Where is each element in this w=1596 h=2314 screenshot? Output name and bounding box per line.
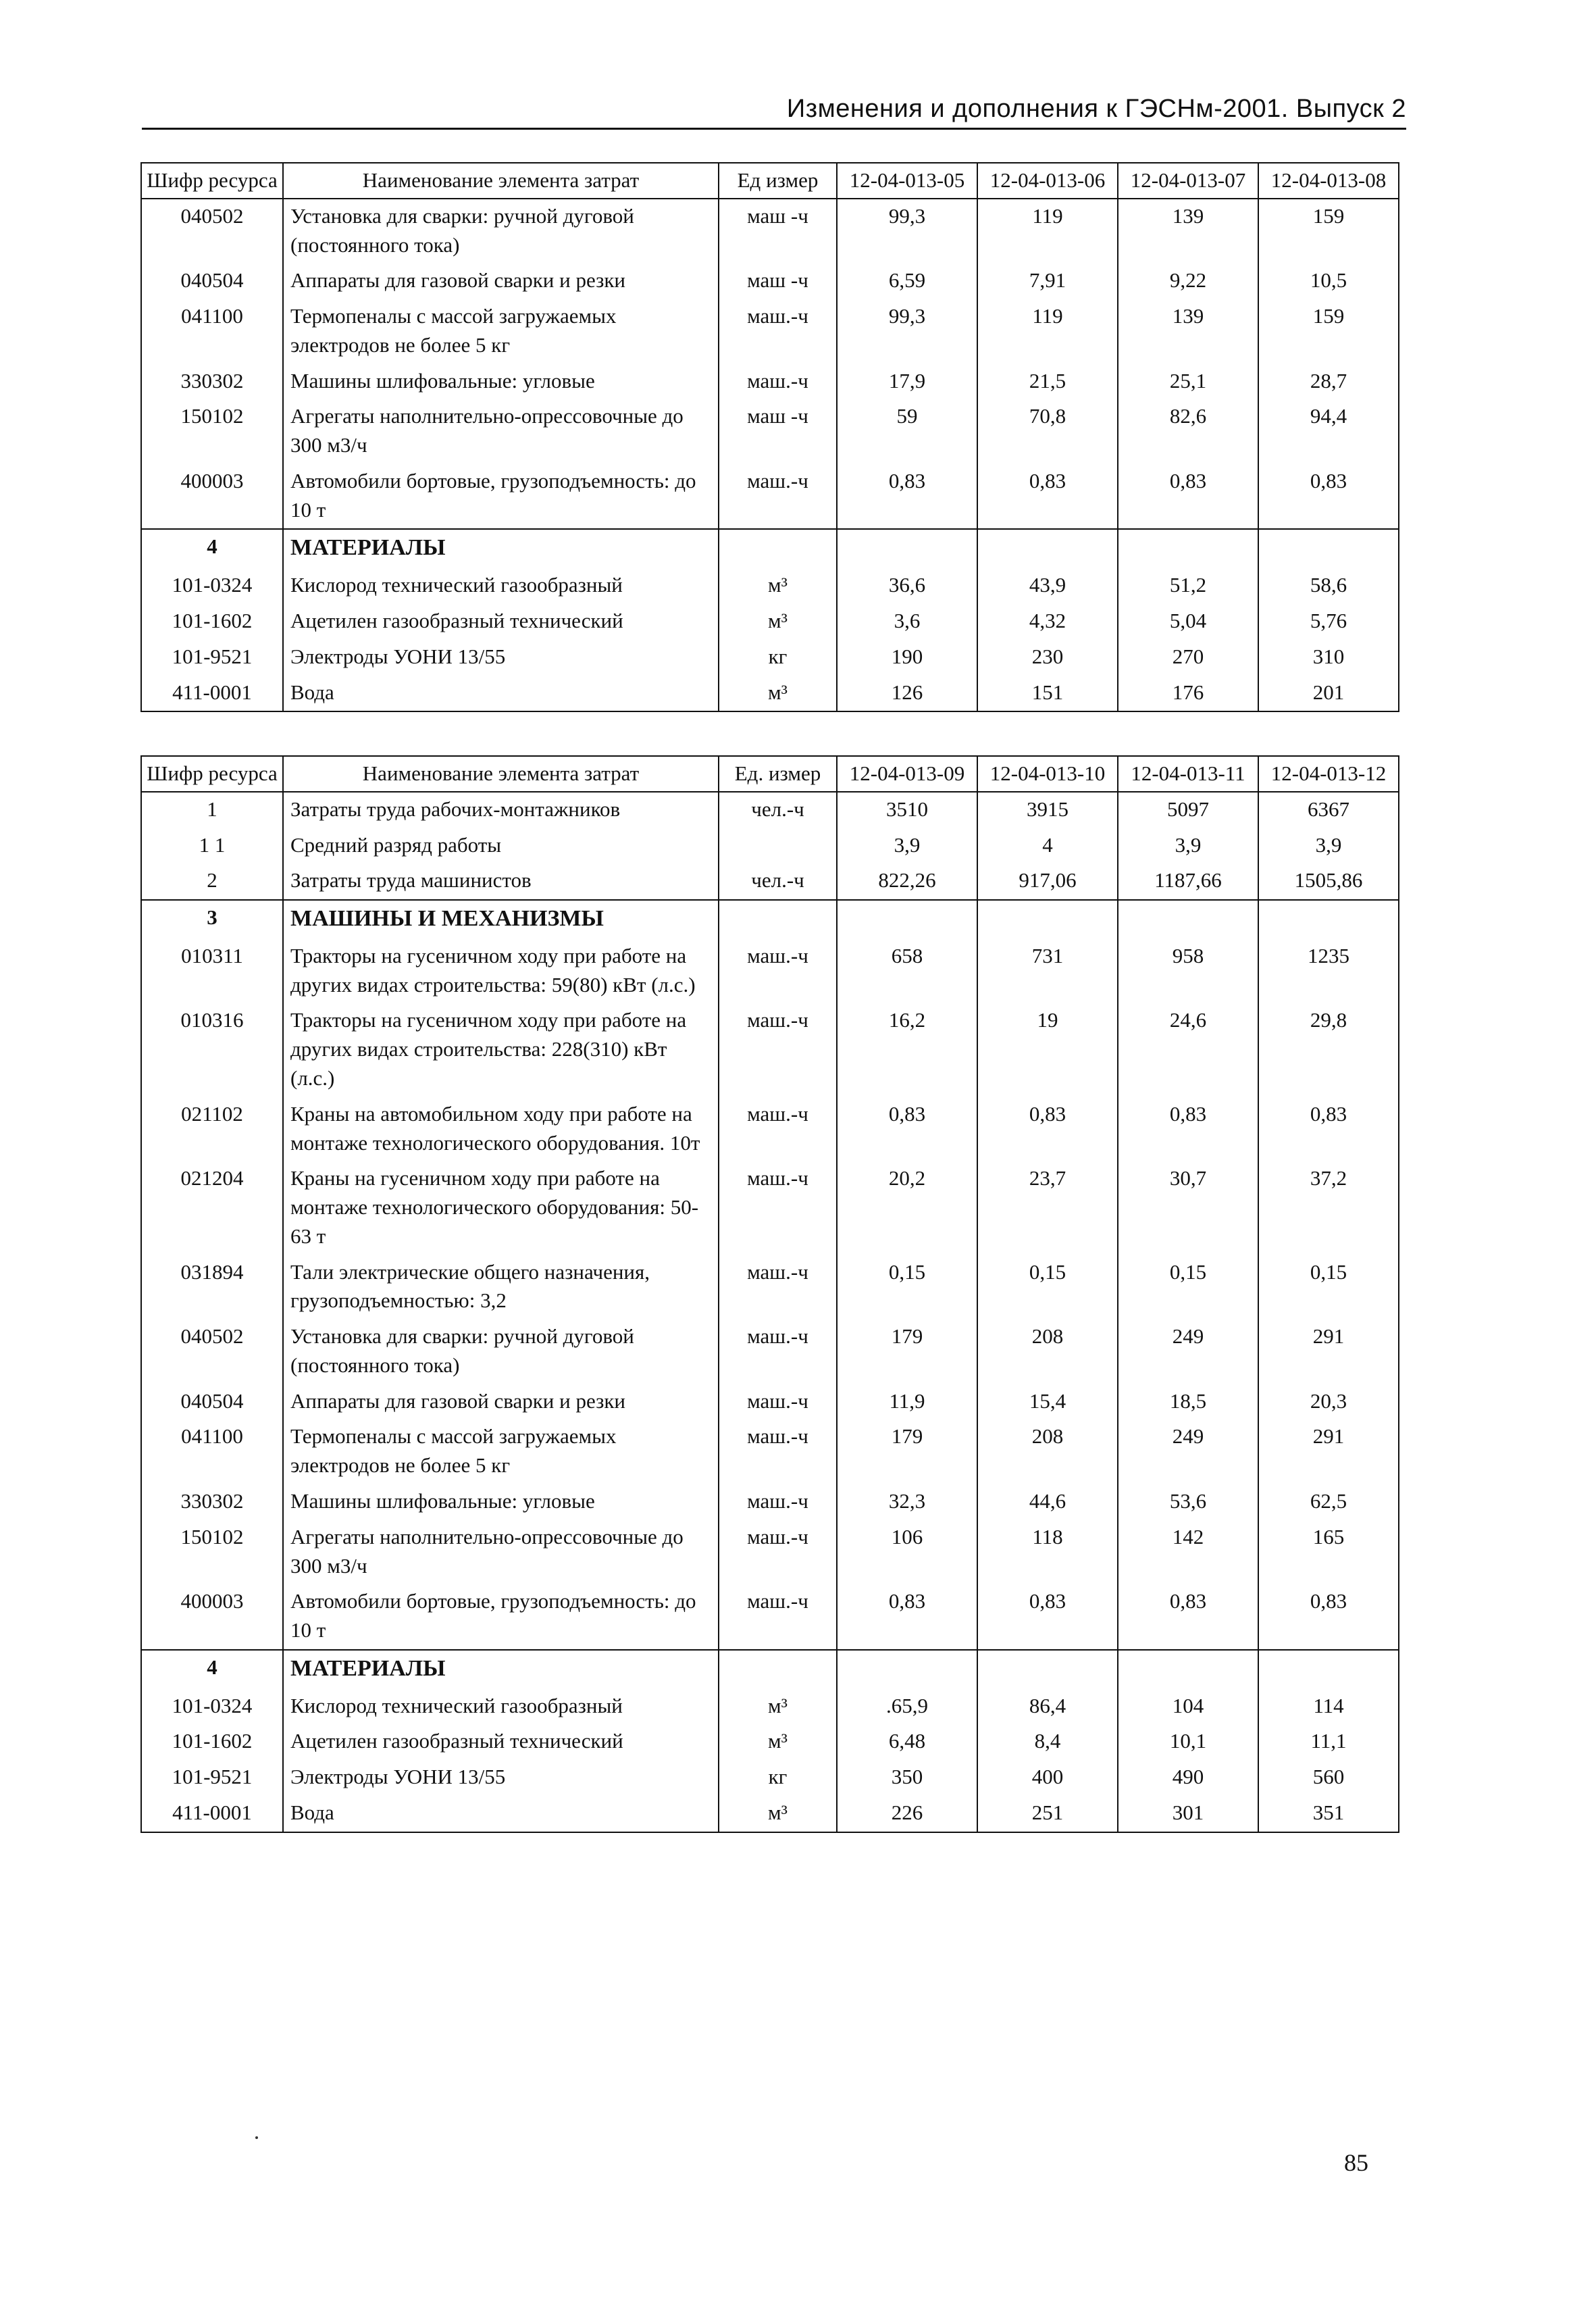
cell-value: 6,48 <box>837 1724 977 1760</box>
cell-value <box>837 529 977 568</box>
cell-code: 101-9521 <box>141 1760 283 1796</box>
cell-name: Средний разряд работы <box>283 828 719 864</box>
cell-code: 040502 <box>141 199 283 264</box>
cell-code: 330302 <box>141 1484 283 1520</box>
cell-unit: маш.-ч <box>719 299 837 364</box>
cell-value: 70,8 <box>977 399 1118 464</box>
table-header-row <box>141 756 1399 792</box>
table-row <box>141 863 1399 900</box>
table-row <box>141 1724 1399 1760</box>
cell-value: 44,6 <box>977 1484 1118 1520</box>
cell-value: 731 <box>977 939 1118 1004</box>
header-col-1: 12-04-013-05 <box>837 163 977 199</box>
cell-value: 251 <box>977 1796 1118 1832</box>
cell-value: 17,9 <box>837 364 977 400</box>
table-row <box>141 604 1399 640</box>
table-row <box>141 1484 1399 1520</box>
cell-value: 0,83 <box>837 464 977 530</box>
cell-name: Машины шлифовальные: угловые <box>283 1484 719 1520</box>
cell-value: 25,1 <box>1118 364 1258 400</box>
cell-name: Ацетилен газообразный технический <box>283 1724 719 1760</box>
cell-unit: маш -ч <box>719 199 837 264</box>
cell-value: 0,83 <box>837 1584 977 1650</box>
cell-name: Аппараты для газовой сварки и резки <box>283 1384 719 1420</box>
cell-unit: маш -ч <box>719 263 837 299</box>
cell-name: Краны на гусеничном ходу при работе на монтаже технологического оборудования: 50-63 т <box>283 1161 719 1255</box>
cell-unit <box>719 900 837 939</box>
header-title: Изменения и дополнения к ГЭСНм-2001. Выпуск 2 <box>786 95 1406 123</box>
cell-value: 36,6 <box>837 568 977 604</box>
cell-code: 010311 <box>141 939 283 1004</box>
cell-value: 176 <box>1118 676 1258 712</box>
cell-value: 6,59 <box>837 263 977 299</box>
cell-value: 165 <box>1258 1520 1399 1585</box>
cell-code: 4 <box>141 1650 283 1689</box>
cell-value: 0,15 <box>1258 1255 1399 1320</box>
cell-value: 9,22 <box>1118 263 1258 299</box>
cell-unit: м³ <box>719 604 837 640</box>
cell-value: 118 <box>977 1520 1118 1585</box>
cell-unit: м³ <box>719 1796 837 1832</box>
cell-value: 28,7 <box>1258 364 1399 400</box>
cell-code: 031894 <box>141 1255 283 1320</box>
cell-value: 119 <box>977 199 1118 264</box>
cell-name: МАШИНЫ И МЕХАНИЗМЫ <box>283 900 719 939</box>
cell-value: 139 <box>1118 299 1258 364</box>
cell-value: 0,15 <box>1118 1255 1258 1320</box>
cell-value: 226 <box>837 1796 977 1832</box>
cell-value: 1235 <box>1258 939 1399 1004</box>
cell-value: 6367 <box>1258 792 1399 828</box>
cell-value: 16,2 <box>837 1003 977 1097</box>
cell-unit: м³ <box>719 676 837 712</box>
cell-value: 159 <box>1258 199 1399 264</box>
cell-code: 021102 <box>141 1097 283 1162</box>
cell-unit: м³ <box>719 568 837 604</box>
cell-value: 179 <box>837 1419 977 1484</box>
header-col-4: 12-04-013-08 <box>1258 163 1399 199</box>
cell-value: 0,83 <box>1118 464 1258 530</box>
cell-unit: маш.-ч <box>719 1584 837 1650</box>
cell-value: 23,7 <box>977 1161 1118 1255</box>
cell-value: 0,83 <box>1258 464 1399 530</box>
cell-value: 19 <box>977 1003 1118 1097</box>
cell-name: Тракторы на гусеничном ходу при работе на других видах строительства: 228(310) кВт (л.с.) <box>283 1003 719 1097</box>
cell-value: 0,15 <box>837 1255 977 1320</box>
cell-name: Затраты труда рабочих-монтажников <box>283 792 719 828</box>
cell-value: 58,6 <box>1258 568 1399 604</box>
cell-unit: маш.-ч <box>719 939 837 1004</box>
cell-value: 104 <box>1118 1689 1258 1725</box>
cell-code: 400003 <box>141 1584 283 1650</box>
cell-name: Тали электрические общего назначения, грузоподъемностью: 3,2 <box>283 1255 719 1320</box>
page-header <box>142 95 1406 130</box>
cell-value: 24,6 <box>1118 1003 1258 1097</box>
cell-code: 1 <box>141 792 283 828</box>
cell-value: 20,2 <box>837 1161 977 1255</box>
cell-value: 1505,86 <box>1258 863 1399 900</box>
cell-value: 917,06 <box>977 863 1118 900</box>
cell-value: 3510 <box>837 792 977 828</box>
cell-value: 3,6 <box>837 604 977 640</box>
cell-value: 249 <box>1118 1419 1258 1484</box>
cell-name: Электроды УОНИ 13/55 <box>283 1760 719 1796</box>
cell-unit: маш.-ч <box>719 1255 837 1320</box>
cell-value: 8,4 <box>977 1724 1118 1760</box>
cell-value: 3,9 <box>1258 828 1399 864</box>
cell-unit: маш.-ч <box>719 1003 837 1097</box>
cell-value: 3915 <box>977 792 1118 828</box>
cell-value: 3,9 <box>837 828 977 864</box>
cell-unit: маш.-ч <box>719 1319 837 1384</box>
cell-value: 10,1 <box>1118 1724 1258 1760</box>
cell-value: 230 <box>977 640 1118 676</box>
header-col-1: 12-04-013-09 <box>837 756 977 792</box>
cell-value: 10,5 <box>1258 263 1399 299</box>
header-unit: Ед измер <box>719 163 837 199</box>
cell-code: 2 <box>141 863 283 900</box>
cell-code: 040504 <box>141 263 283 299</box>
cell-value: 11,9 <box>837 1384 977 1420</box>
cell-code: 041100 <box>141 299 283 364</box>
cell-name: Электроды УОНИ 13/55 <box>283 640 719 676</box>
cell-unit: м³ <box>719 1724 837 1760</box>
cell-value: 18,5 <box>1118 1384 1258 1420</box>
table-row <box>141 464 1399 530</box>
cell-code: 150102 <box>141 1520 283 1585</box>
table-row <box>141 1161 1399 1255</box>
cell-value <box>977 529 1118 568</box>
cell-value: 5,04 <box>1118 604 1258 640</box>
cell-value: 94,4 <box>1258 399 1399 464</box>
table-row <box>141 1419 1399 1484</box>
cell-name: Автомобили бортовые, грузоподъемность: до 10 т <box>283 1584 719 1650</box>
cell-value: 179 <box>837 1319 977 1384</box>
cell-code: 101-0324 <box>141 1689 283 1725</box>
table-row <box>141 1255 1399 1320</box>
cell-value: 351 <box>1258 1796 1399 1832</box>
table-row <box>141 1097 1399 1162</box>
cell-value: 114 <box>1258 1689 1399 1725</box>
cell-value: 0,83 <box>1118 1097 1258 1162</box>
section-row <box>141 900 1399 939</box>
cell-value: 3,9 <box>1118 828 1258 864</box>
cell-value: 400 <box>977 1760 1118 1796</box>
table-row <box>141 1319 1399 1384</box>
cell-value: 59 <box>837 399 977 464</box>
cell-code: 040502 <box>141 1319 283 1384</box>
cell-value: 106 <box>837 1520 977 1585</box>
cell-value: 201 <box>1258 676 1399 712</box>
section-row <box>141 1650 1399 1689</box>
cell-value: 658 <box>837 939 977 1004</box>
cell-unit: маш.-ч <box>719 1419 837 1484</box>
table-row <box>141 792 1399 828</box>
cell-unit: чел.-ч <box>719 863 837 900</box>
cell-code: 150102 <box>141 399 283 464</box>
cell-unit: кг <box>719 1760 837 1796</box>
cell-value: 37,2 <box>1258 1161 1399 1255</box>
cell-value: 0,83 <box>1118 1584 1258 1650</box>
cell-code: 411-0001 <box>141 1796 283 1832</box>
cell-name: Кислород технический газообразный <box>283 568 719 604</box>
header-col-2: 12-04-013-10 <box>977 756 1118 792</box>
cell-unit: маш -ч <box>719 399 837 464</box>
cell-value: 0,83 <box>977 1097 1118 1162</box>
cell-value: 270 <box>1118 640 1258 676</box>
cell-value: 0,83 <box>1258 1097 1399 1162</box>
cell-value: 11,1 <box>1258 1724 1399 1760</box>
cell-unit <box>719 1650 837 1689</box>
cell-value: 0,83 <box>837 1097 977 1162</box>
cell-value: 4,32 <box>977 604 1118 640</box>
header-unit: Ед. измер <box>719 756 837 792</box>
cell-unit: кг <box>719 640 837 676</box>
cell-name: Ацетилен газообразный технический <box>283 604 719 640</box>
cell-value: 15,4 <box>977 1384 1118 1420</box>
cell-value: 208 <box>977 1419 1118 1484</box>
cell-value: 99,3 <box>837 299 977 364</box>
cell-value <box>1118 1650 1258 1689</box>
cell-value: 43,9 <box>977 568 1118 604</box>
cell-code: 040504 <box>141 1384 283 1420</box>
resource-table-2 <box>140 755 1399 1833</box>
cell-unit: маш.-ч <box>719 464 837 530</box>
header-code: Шифр ресурса <box>141 163 283 199</box>
cell-value <box>1258 1650 1399 1689</box>
cell-code: 101-0324 <box>141 568 283 604</box>
header-name: Наименование элемента затрат <box>283 163 719 199</box>
cell-value: 29,8 <box>1258 1003 1399 1097</box>
cell-name: Кислород технический газообразный <box>283 1689 719 1725</box>
cell-value: 291 <box>1258 1319 1399 1384</box>
cell-name: Агрегаты наполнительно-опрессовочные до 300 м3/ч <box>283 399 719 464</box>
cell-value: 350 <box>837 1760 977 1796</box>
cell-value: 0,83 <box>977 464 1118 530</box>
table-row <box>141 828 1399 864</box>
page-number: 85 <box>1344 2149 1368 2176</box>
cell-value <box>837 900 977 939</box>
cell-value: 151 <box>977 676 1118 712</box>
cell-unit: маш.-ч <box>719 364 837 400</box>
cell-value: 822,26 <box>837 863 977 900</box>
cell-value <box>1118 900 1258 939</box>
cell-value: 0,83 <box>977 1584 1118 1650</box>
cell-code: 411-0001 <box>141 676 283 712</box>
table-row <box>141 640 1399 676</box>
cell-code: 400003 <box>141 464 283 530</box>
cell-unit: м³ <box>719 1689 837 1725</box>
cell-value <box>1258 529 1399 568</box>
cell-unit: чел.-ч <box>719 792 837 828</box>
cell-value: 142 <box>1118 1520 1258 1585</box>
cell-value: 0,15 <box>977 1255 1118 1320</box>
cell-name: Автомобили бортовые, грузоподъемность: до 10 т <box>283 464 719 530</box>
cell-name: Установка для сварки: ручной дуговой (постоянного тока) <box>283 199 719 264</box>
resource-table-1 <box>140 162 1399 712</box>
table-header-row <box>141 163 1399 199</box>
cell-value: 126 <box>837 676 977 712</box>
cell-value: 249 <box>1118 1319 1258 1384</box>
cell-code: 101-1602 <box>141 1724 283 1760</box>
cell-value: 32,3 <box>837 1484 977 1520</box>
cell-code: 330302 <box>141 364 283 400</box>
cell-name: МАТЕРИАЛЫ <box>283 529 719 568</box>
cell-code: 4 <box>141 529 283 568</box>
cell-name: Термопеналы с массой загружаемых электродов не более 5 кг <box>283 299 719 364</box>
cell-value: 82,6 <box>1118 399 1258 464</box>
cell-value: 119 <box>977 299 1118 364</box>
table-row <box>141 299 1399 364</box>
section-row <box>141 529 1399 568</box>
table-row <box>141 1584 1399 1650</box>
table-row <box>141 1796 1399 1832</box>
cell-name: МАТЕРИАЛЫ <box>283 1650 719 1689</box>
cell-code: 3 <box>141 900 283 939</box>
header-name: Наименование элемента затрат <box>283 756 719 792</box>
table-row <box>141 1003 1399 1097</box>
table-row <box>141 1520 1399 1585</box>
cell-name: Вода <box>283 676 719 712</box>
cell-value <box>1258 900 1399 939</box>
cell-value: 5,76 <box>1258 604 1399 640</box>
cell-value: 99,3 <box>837 199 977 264</box>
cell-name: Тракторы на гусеничном ходу при работе на других видах строительства: 59(80) кВт (л.с.) <box>283 939 719 1004</box>
cell-value: 139 <box>1118 199 1258 264</box>
cell-value: 1187,66 <box>1118 863 1258 900</box>
cell-name: Установка для сварки: ручной дуговой (постоянного тока) <box>283 1319 719 1384</box>
cell-value: 310 <box>1258 640 1399 676</box>
cell-value: 291 <box>1258 1419 1399 1484</box>
cell-value: 20,3 <box>1258 1384 1399 1420</box>
table-row <box>141 364 1399 400</box>
header-col-3: 12-04-013-07 <box>1118 163 1258 199</box>
cell-value: 4 <box>977 828 1118 864</box>
cell-value: 0,83 <box>1258 1584 1399 1650</box>
cell-value: 5097 <box>1118 792 1258 828</box>
cell-unit <box>719 529 837 568</box>
cell-value: 51,2 <box>1118 568 1258 604</box>
header-col-4: 12-04-013-12 <box>1258 756 1399 792</box>
table-row <box>141 263 1399 299</box>
table-row <box>141 199 1399 264</box>
cell-unit: маш.-ч <box>719 1384 837 1420</box>
cell-value: 62,5 <box>1258 1484 1399 1520</box>
cell-name: Затраты труда машинистов <box>283 863 719 900</box>
cell-value: 86,4 <box>977 1689 1118 1725</box>
cell-value <box>977 900 1118 939</box>
cell-value <box>977 1650 1118 1689</box>
cell-value: 560 <box>1258 1760 1399 1796</box>
cell-name: Аппараты для газовой сварки и резки <box>283 263 719 299</box>
table-row <box>141 676 1399 712</box>
cell-code: 021204 <box>141 1161 283 1255</box>
cell-code: 1 1 <box>141 828 283 864</box>
cell-value: .65,9 <box>837 1689 977 1725</box>
cell-value: 958 <box>1118 939 1258 1004</box>
cell-name: Краны на автомобильном ходу при работе на монтаже технологического оборудования. 10т <box>283 1097 719 1162</box>
header-col-2: 12-04-013-06 <box>977 163 1118 199</box>
table-row <box>141 1384 1399 1420</box>
cell-value: 190 <box>837 640 977 676</box>
cell-unit: маш.-ч <box>719 1520 837 1585</box>
cell-name: Машины шлифовальные: угловые <box>283 364 719 400</box>
cell-code: 010316 <box>141 1003 283 1097</box>
cell-code: 041100 <box>141 1419 283 1484</box>
table-row <box>141 399 1399 464</box>
cell-value: 159 <box>1258 299 1399 364</box>
table-row <box>141 939 1399 1004</box>
table-row <box>141 1689 1399 1725</box>
cell-value: 208 <box>977 1319 1118 1384</box>
cell-unit: маш.-ч <box>719 1484 837 1520</box>
cell-value <box>837 1650 977 1689</box>
cell-value: 301 <box>1118 1796 1258 1832</box>
cell-value: 7,91 <box>977 263 1118 299</box>
cell-code: 101-9521 <box>141 640 283 676</box>
cell-value: 490 <box>1118 1760 1258 1796</box>
header-col-3: 12-04-013-11 <box>1118 756 1258 792</box>
cell-unit <box>719 828 837 864</box>
table-row <box>141 568 1399 604</box>
header-code: Шифр ресурса <box>141 756 283 792</box>
cell-value <box>1118 529 1258 568</box>
cell-unit: маш.-ч <box>719 1161 837 1255</box>
cell-value: 21,5 <box>977 364 1118 400</box>
cell-name: Термопеналы с массой загружаемых электродов не более 5 кг <box>283 1419 719 1484</box>
cell-unit: маш.-ч <box>719 1097 837 1162</box>
cell-value: 30,7 <box>1118 1161 1258 1255</box>
cell-code: 101-1602 <box>141 604 283 640</box>
table-row <box>141 1760 1399 1796</box>
cell-name: Вода <box>283 1796 719 1832</box>
scan-speck <box>255 2136 258 2139</box>
cell-value: 53,6 <box>1118 1484 1258 1520</box>
cell-name: Агрегаты наполнительно-опрессовочные до 300 м3/ч <box>283 1520 719 1585</box>
